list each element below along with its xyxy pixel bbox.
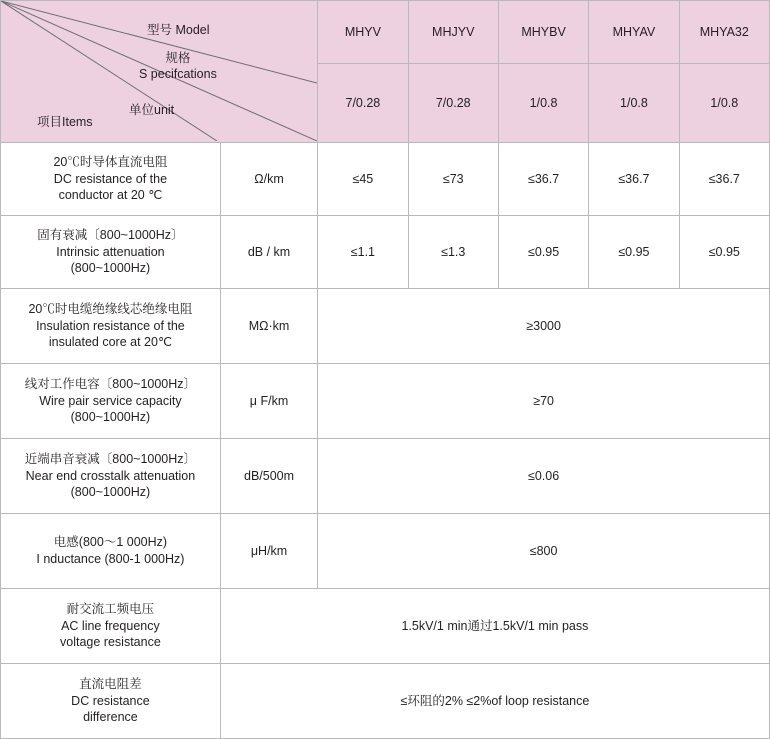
- item-label-cn: 20℃时电缆绝缘线芯绝缘电阻: [28, 301, 193, 316]
- corner-label-items: 项目Items: [37, 115, 93, 129]
- item-label-en-2: insulated core at 20℃: [48, 335, 172, 350]
- item-label-cn: 线对工作电容〔800~1000Hz〕: [24, 376, 197, 391]
- item-label: [1, 514, 221, 589]
- model-name-2: MHJYV: [408, 1, 498, 64]
- item-label-en-1: DC resistance of the: [53, 171, 168, 186]
- model-spec-4: 1/0.8: [589, 64, 679, 143]
- value-cell-span: ≤环阻的2% ≤2%of loop resistance: [220, 664, 769, 739]
- model-spec-3: 1/0.8: [498, 64, 588, 143]
- table-row: [1, 216, 770, 289]
- table-row: [1, 364, 770, 439]
- value-cell: ≤73: [408, 143, 498, 216]
- item-label-en-1: Wire pair service capacity: [39, 393, 182, 408]
- unit-cell: dB/500m: [220, 439, 317, 514]
- table-row: [1, 143, 770, 216]
- value-cell: ≤0.95: [679, 216, 769, 289]
- value-cell-span: ≤0.06: [318, 439, 770, 514]
- item-label-en-1: DC resistance: [71, 693, 150, 708]
- item-label-en-2: voltage resistance: [60, 635, 161, 650]
- item-label: [1, 364, 221, 439]
- value-cell: ≤36.7: [498, 143, 588, 216]
- value-cell-span: 1.5kV/1 min通过1.5kV/1 min pass: [220, 589, 769, 664]
- item-label-en-1: Near end crosstalk attenuation: [25, 468, 196, 483]
- table-row: [1, 664, 770, 739]
- item-label-cn: 近端串音衰减〔800~1000Hz〕: [24, 451, 197, 466]
- unit-cell: μ F/km: [220, 364, 317, 439]
- unit-cell: μH/km: [220, 514, 317, 589]
- corner-label-specifications: [139, 51, 217, 82]
- item-label-en-2: difference: [83, 710, 138, 725]
- table-row: [1, 439, 770, 514]
- header-row-models: [1, 1, 770, 64]
- item-label-cn: 20℃时导体直流电阻: [53, 154, 168, 169]
- unit-cell: Ω/km: [220, 143, 317, 216]
- value-cell-span: ≥3000: [318, 289, 770, 364]
- model-name-1: MHYV: [318, 1, 408, 64]
- value-cell: ≤36.7: [589, 143, 679, 216]
- item-label-en-2: (800~1000Hz): [70, 485, 151, 500]
- value-cell-span: ≤800: [318, 514, 770, 589]
- header-corner-cell: [1, 1, 318, 143]
- item-label-cn: 耐交流工频电压: [66, 601, 155, 616]
- item-label-en-1: Insulation resistance of the: [36, 318, 185, 333]
- item-label: [1, 589, 221, 664]
- value-cell: ≤45: [318, 143, 408, 216]
- item-label-cn: 电感(800～1 000Hz): [53, 535, 168, 550]
- model-name-3: MHYBV: [498, 1, 588, 64]
- corner-label-model: 型号 Model: [147, 23, 210, 37]
- item-label: [1, 289, 221, 364]
- item-label: [1, 216, 221, 289]
- value-cell: ≤0.95: [589, 216, 679, 289]
- item-label-en-2: (800~1000Hz): [70, 261, 151, 276]
- item-label-en-1: Intrinsic attenuation: [56, 244, 165, 259]
- value-cell: ≤0.95: [498, 216, 588, 289]
- item-label-en-1: AC line frequency: [61, 618, 160, 633]
- item-label: [1, 439, 221, 514]
- table-row: [1, 289, 770, 364]
- item-label-cn: 直流电阻差: [79, 676, 142, 691]
- model-name-5: MHYA32: [679, 1, 769, 64]
- item-label-en-2: conductor at 20 ℃: [58, 188, 163, 203]
- value-cell-span: ≥70: [318, 364, 770, 439]
- model-spec-5: 1/0.8: [679, 64, 769, 143]
- item-label-en-2: (800~1000Hz): [70, 410, 151, 425]
- model-name-4: MHYAV: [589, 1, 679, 64]
- table-row: [1, 589, 770, 664]
- corner-label-spec-cn: 规格: [165, 51, 191, 65]
- value-cell: ≤1.3: [408, 216, 498, 289]
- value-cell: ≤1.1: [318, 216, 408, 289]
- model-spec-2: 7/0.28: [408, 64, 498, 143]
- corner-label-unit: 单位unit: [129, 103, 175, 117]
- item-label: [1, 143, 221, 216]
- model-spec-1: 7/0.28: [318, 64, 408, 143]
- item-label-en-1: I nductance (800-1 000Hz): [36, 552, 185, 566]
- item-label: [1, 664, 221, 739]
- unit-cell: MΩ·km: [220, 289, 317, 364]
- unit-cell: dB / km: [220, 216, 317, 289]
- corner-label-spec-en: S pecifcations: [139, 66, 217, 81]
- table-row: [1, 514, 770, 589]
- value-cell: ≤36.7: [679, 143, 769, 216]
- item-label-cn: 固有衰减〔800~1000Hz〕: [37, 227, 184, 242]
